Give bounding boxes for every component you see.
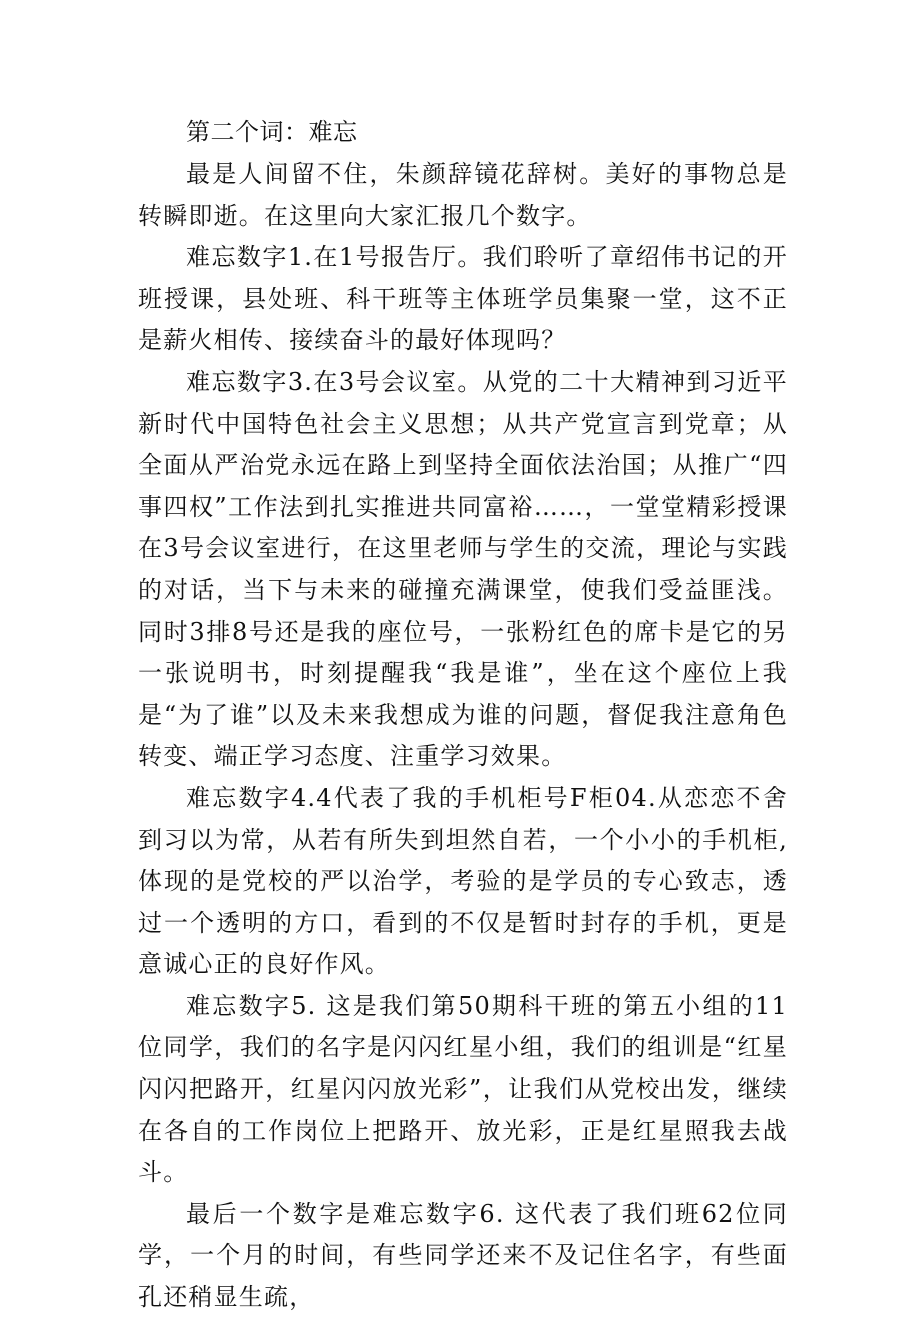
paragraph-number-3: 难忘数字3.在3号会议室。从党的二十大精神到习近平新时代中国特色社会主义思想；从共产党宣言到党章；从全面从严治党永远在路上到坚持全面依法治国；从推广“四事四权”工作法到扎实推进共同富裕……，一堂堂精彩授课在3号会议室进行，在这里老师与学生的交流，理论与实践的对话，当下与未来的碰撞充满课堂，使我们受益匪浅。同时3排8号还是我的座位号，一张粉红色的席卡是它的另一张说明书，时刻提醒我“我是谁”，坐在这个座位上我是“为了谁”以及未来我想成为谁的问题，督促我注意角色转变、端正学习态度、注重学习效果。 [138,367,788,771]
paragraph-number-4: 难忘数字4.4代表了我的手机柜号F柜04.从恋恋不舍到习以为常，从若有所失到坦然自若，一个小小的手机柜,体现的是党校的严以治学，考验的是学员的专心致志，透过一个透明的方口，看到的不仅是暂时封存的手机，更是意诚心正的良好作风。 [138,783,788,979]
paragraph-intro: 最是人间留不住，朱颜辞镜花辞树。美好的事物总是转瞬即逝。在这里向大家汇报几个数字。 [138,160,788,230]
section-heading: 第二个词：难忘 [186,118,358,146]
paragraph-number-6: 最后一个数字是难忘数字6. 这代表了我们班62位同学，一个月的时间，有些同学还来不及记住名字，有些面孔还稍显生疏， [138,1199,788,1312]
paragraph-number-5: 难忘数字5. 这是我们第50期科干班的第五小组的11位同学，我们的名字是闪闪红星小组，我们的组训是“红星闪闪把路开，红星闪闪放光彩”，让我们从党校出发，继续在各自的工作岗位上把路开、放光彩，正是红星照我去战斗。 [138,991,788,1187]
paragraph-number-1: 难忘数字1.在1号报告厅。我们聆听了章绍伟书记的开班授课，县处班、科干班等主体班学员集聚一堂，这不正是薪火相传、接续奋斗的最好体现吗？ [138,243,788,355]
document-body [138,110,788,1319]
